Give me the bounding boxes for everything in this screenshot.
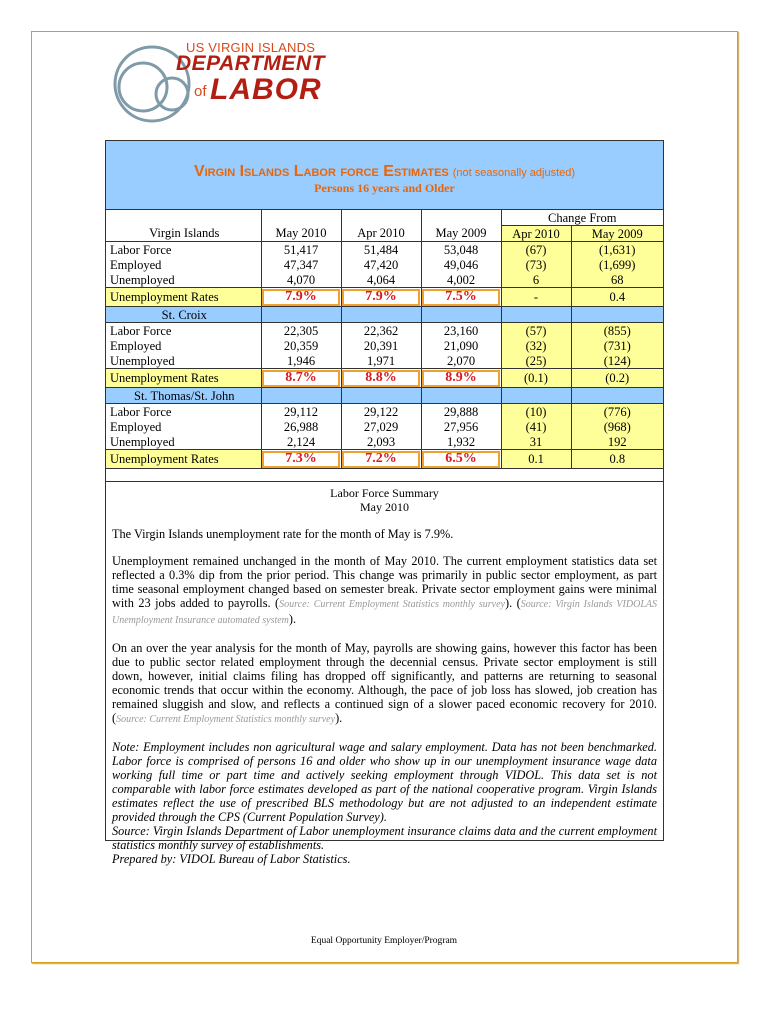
cell: 0.4 <box>571 288 663 307</box>
rate-cell: 7.5% <box>421 288 501 307</box>
cell: 1,932 <box>421 434 501 450</box>
column-header: May 2010 <box>261 226 341 242</box>
rate-cell: 8.7% <box>261 369 341 388</box>
cell: (855) <box>571 323 663 339</box>
cell: 51,484 <box>341 242 421 258</box>
report-title-text: Virgin Islands Labor force Estimates <box>193 163 449 180</box>
cell: 29,888 <box>421 404 501 420</box>
cell: 2,124 <box>261 434 341 450</box>
row-label: Labor Force <box>106 323 261 339</box>
cell: 4,064 <box>341 272 421 288</box>
cell: 6 <box>501 272 571 288</box>
department-of-labor-logo <box>110 40 350 122</box>
cell: (0.2) <box>571 369 663 388</box>
rate-cell: 7.2% <box>341 450 421 469</box>
column-header: May 2009 <box>421 226 501 242</box>
cell: (1,699) <box>571 257 663 272</box>
cell: (0.1) <box>501 369 571 388</box>
column-header: Apr 2010 <box>501 226 571 242</box>
column-header: Apr 2010 <box>341 226 421 242</box>
cell: 29,122 <box>341 404 421 420</box>
rate-cell: 7.9% <box>341 288 421 307</box>
paragraph-text: Unemployment remained unchanged in the month of May 2010. The current employment statistics data set reflected a 0.3% dip from the prior period. This change was primarily in public sector employment, as part time seasonal employment changed based on semester break. Private sector employment gains were minimal with 23 jobs added to payrolls. <box>112 554 657 610</box>
row-label: Employed <box>110 257 162 272</box>
cell: 27,029 <box>341 419 421 434</box>
report-title <box>106 163 663 181</box>
table-row <box>106 272 663 288</box>
table-row <box>106 242 663 258</box>
table-row <box>106 353 663 369</box>
row-label: Labor Force <box>106 404 261 420</box>
cell: 1,971 <box>341 353 421 369</box>
row-label: Unemployed <box>110 434 175 449</box>
unemployment-rate-row <box>106 369 663 388</box>
table-row <box>106 338 663 353</box>
table-row <box>106 323 663 339</box>
cell: 47,420 <box>341 257 421 272</box>
cell: 0.8 <box>571 450 663 469</box>
cell: (776) <box>571 404 663 420</box>
cell: 53,048 <box>421 242 501 258</box>
cell: 2,093 <box>341 434 421 450</box>
cell: 22,305 <box>261 323 341 339</box>
section-name: St. Thomas/St. John <box>106 388 261 404</box>
cell: 31 <box>501 434 571 450</box>
logo-top-text: US VIRGIN ISLANDS <box>186 40 316 55</box>
rate-cell: 7.3% <box>261 450 341 469</box>
summary-paragraph-2: Unemployment remained unchanged in the month of May 2010. The current employment statistics data set reflected a 0.3% dip from the prior period. This change was primarily in public sector employment, as part time seasonal employment changed based on semester break. Private sector employment gains were minimal with 23 jobs added to payrolls. (Source: Current Employment Statistics monthly survey). (Source: Virgin Islands VIDOLAS Unemployment Insurance automated system). <box>112 554 657 626</box>
rate-cell: 8.8% <box>341 369 421 388</box>
section-header-row <box>106 307 663 323</box>
cell: (10) <box>501 404 571 420</box>
cell: 21,090 <box>421 338 501 353</box>
row-label: Unemployed <box>110 272 175 287</box>
cell: 27,956 <box>421 419 501 434</box>
unemployment-rate-row <box>106 450 663 469</box>
logo-department-text: DEPARTMENT <box>176 52 325 75</box>
paragraph-text: On an over the year analysis for the month of May, payrolls are showing gains, however this factor has been due to public sector related employment through the decennial census. Private sector employment is still down, however, initial claims filing has dropped off significantly, and patterns are returning to seasonal economic trends that occur within the economy. Although, the pace of job loss has slowed, job creation has remained sluggish and slow, and reflects a continued sign of a slower paced economic recovery for 2010. <box>112 641 657 711</box>
section-name: St. Croix <box>106 307 261 323</box>
change-from-header: Change From <box>501 210 663 226</box>
labor-force-report <box>105 140 664 866</box>
labor-force-table <box>106 210 663 469</box>
source-citation: Source: Current Employment Statistics monthly survey <box>279 599 505 610</box>
row-label: Unemployment Rates <box>106 369 261 388</box>
cell: 2,070 <box>421 353 501 369</box>
labor-force-summary <box>106 481 663 866</box>
table-row <box>106 404 663 420</box>
cell: (41) <box>501 419 571 434</box>
cell: (968) <box>571 419 663 434</box>
cell: (67) <box>501 242 571 258</box>
cell: 23,160 <box>421 323 501 339</box>
row-label: Unemployment Rates <box>106 450 261 469</box>
table-row <box>106 257 663 272</box>
cell: 51,417 <box>261 242 341 258</box>
column-header: May 2009 <box>571 226 663 242</box>
cell: 29,112 <box>261 404 341 420</box>
rate-cell: 6.5% <box>421 450 501 469</box>
cell: 26,988 <box>261 419 341 434</box>
cell: (731) <box>571 338 663 353</box>
cell: 20,391 <box>341 338 421 353</box>
table-row <box>106 419 663 434</box>
source-citation: Source: Virgin Islands VIDOLAS Unemployment Insurance automated system <box>112 599 657 626</box>
cell: 192 <box>571 434 663 450</box>
summary-paragraph-1: The Virgin Islands unemployment rate for the month of May is 7.9%. <box>112 527 454 541</box>
cell: 1,946 <box>261 353 341 369</box>
summary-title: Labor Force Summary <box>330 486 439 500</box>
data-source-note: Source: Virgin Islands Department of Labor unemployment insurance claims data and the current employment statistics monthly survey of establishments. <box>112 824 657 852</box>
cell: (25) <box>501 353 571 369</box>
report-banner <box>106 141 663 210</box>
methodology-note: Note: Employment includes non agricultural wage and salary employment. Data has not been benchmarked. Labor force is comprised of persons 16 and older who show up in our unemployment insurance wage data working full time or part time and actively seeking employment through VIDOL. This data set is not comparable with labor force estimates developed as part of the national cooperative program. Virgin Islands estimates reflect the use of prescribed BLS methodology but are not adjusted to an independent estimate provided through the CPS (Current Population Survey). <box>112 740 657 824</box>
row-label: Unemployed <box>110 353 175 368</box>
report-title-note: (not seasonally adjusted) <box>452 167 576 179</box>
rate-cell: 8.9% <box>421 369 501 388</box>
section-name: Virgin Islands <box>149 226 220 241</box>
summary-paragraph-3: On an over the year analysis for the month of May, payrolls are showing gains, however this factor has been due to public sector related employment through the decennial census. Private sector employment is still down, however, initial claims filing has dropped off significantly, and patterns are returning to seasonal economic trends that occur within the economy. Although, the pace of job loss has slowed, job creation has remained sluggish and slow, and reflects a continued sign of a slower paced economic recovery for 2010. (Source: Current Employment Statistics monthly survey). <box>112 641 657 725</box>
cell: 0.1 <box>501 450 571 469</box>
cell: (57) <box>501 323 571 339</box>
row-label: Employed <box>110 338 162 353</box>
report-subtitle: Persons 16 years and Older <box>314 181 455 195</box>
cell: 20,359 <box>261 338 341 353</box>
row-label: Employed <box>110 419 162 434</box>
cell: 4,002 <box>421 272 501 288</box>
cell: (1,631) <box>571 242 663 258</box>
row-label: Labor Force <box>106 242 261 258</box>
cell: (32) <box>501 338 571 353</box>
cell: 49,046 <box>421 257 501 272</box>
logo-of-text: of <box>194 83 207 100</box>
section-header-row <box>106 388 663 404</box>
cell: - <box>501 288 571 307</box>
unemployment-rate-row <box>106 288 663 307</box>
row-label: Unemployment Rates <box>106 288 261 307</box>
cell: 47,347 <box>261 257 341 272</box>
cell: 68 <box>571 272 663 288</box>
source-citation: Source: Current Employment Statistics monthly survey <box>116 714 336 725</box>
rate-cell: 7.9% <box>261 288 341 307</box>
prepared-by-note: Prepared by: VIDOL Bureau of Labor Statistics. <box>112 852 351 866</box>
cell: (124) <box>571 353 663 369</box>
cell: 4,070 <box>261 272 341 288</box>
table-header-row <box>106 210 663 226</box>
footer-text: Equal Opportunity Employer/Program <box>310 936 458 946</box>
cell: (73) <box>501 257 571 272</box>
table-header-row <box>106 226 663 242</box>
logo-labor-text: LABOR <box>210 73 322 106</box>
table-row <box>106 434 663 450</box>
cell: 22,362 <box>341 323 421 339</box>
summary-subtitle: May 2010 <box>360 500 409 514</box>
